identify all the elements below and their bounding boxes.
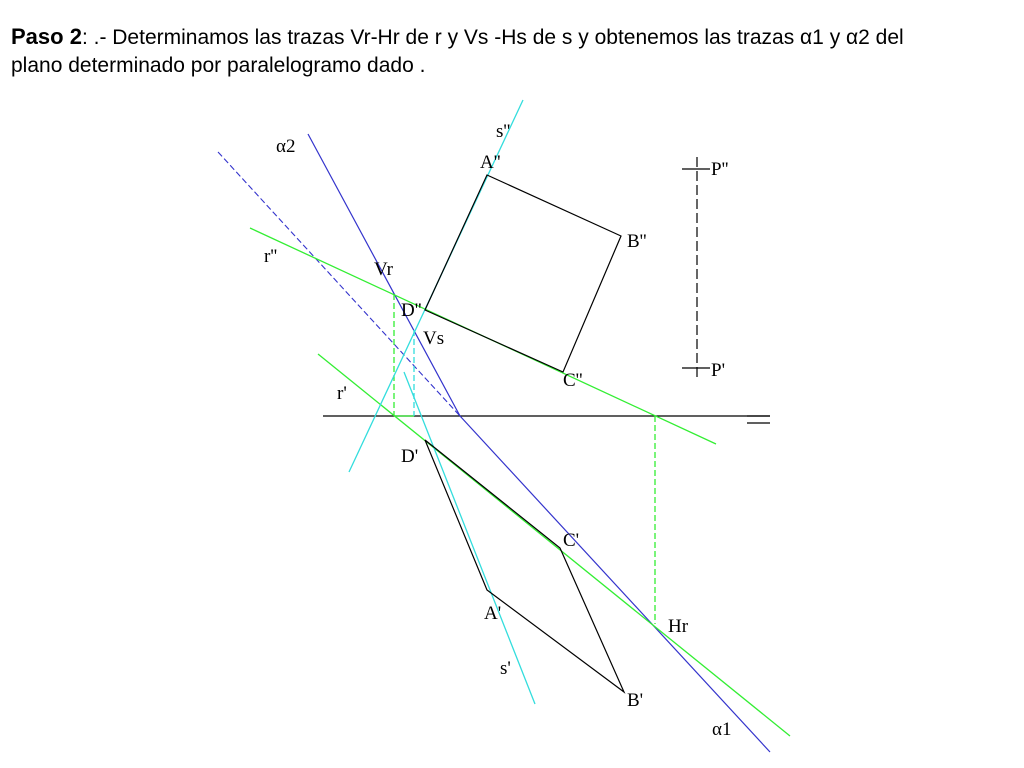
label-s1: s' (500, 658, 511, 679)
label-alpha1: α1 (712, 719, 732, 740)
label-A2: A'' (480, 152, 501, 173)
step-title: Paso 2 (11, 24, 82, 49)
parallelogram-horizontal-projection (425, 440, 624, 692)
label-D2: D'' (401, 300, 422, 321)
label-P2: P'' (711, 159, 729, 180)
label-alpha2: α2 (276, 136, 296, 157)
label-D1: D' (401, 446, 419, 467)
label-C2: C'' (563, 370, 583, 391)
label-Vs: Vs (423, 328, 445, 349)
parallelogram-vertical-projection (425, 175, 621, 372)
label-r2: r'' (264, 246, 278, 267)
label-B1: B' (627, 690, 644, 711)
label-A1: A' (484, 603, 502, 624)
label-C1: C' (563, 530, 580, 551)
r1-line (318, 354, 790, 736)
label-B2: B'' (627, 231, 647, 252)
step-text-line2: plano determinado por paralelogramo dado . (11, 54, 426, 77)
s1-line (404, 372, 535, 704)
label-Vr: Vr (374, 259, 393, 280)
label-Hr: Hr (668, 616, 689, 637)
alpha1-trace (460, 416, 770, 752)
label-s2: s'' (496, 121, 511, 142)
step-text-line1: : .- Determinamos las trazas Vr-Hr de r y Vs -Hs de s y obtenemos las trazas α1 y α2 del (81, 26, 904, 49)
label-r1: r' (337, 383, 347, 404)
label-P1: P' (711, 360, 725, 381)
